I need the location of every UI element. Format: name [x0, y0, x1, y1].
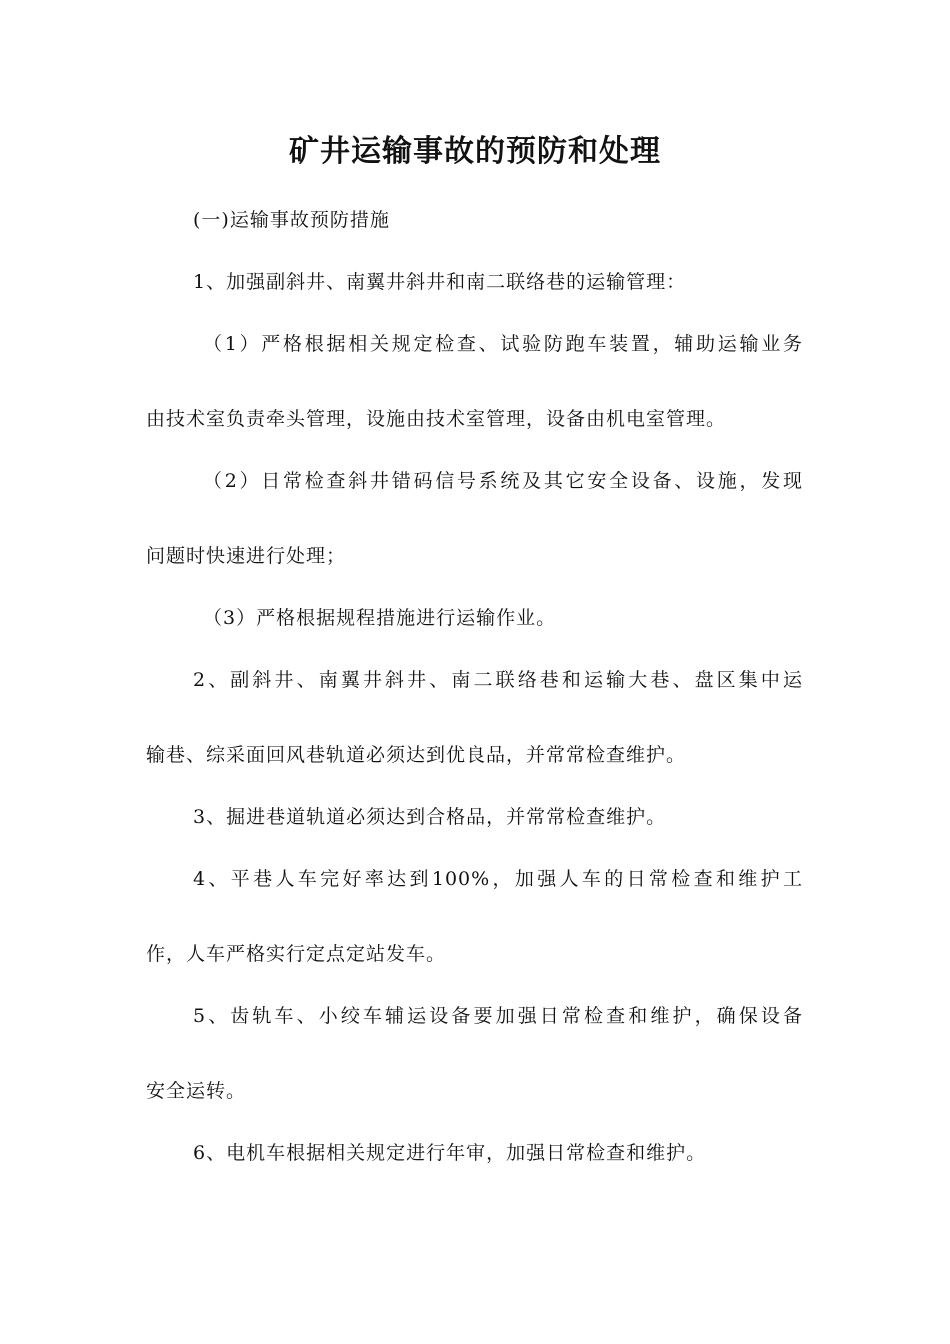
paragraph-line: 3、掘进巷道轨道必须达到合格品，并常常检查维护。	[193, 806, 667, 828]
paragraph-line: 4、平巷人车完好率达到100%，加强人车的日常检查和维护工	[193, 868, 803, 890]
paragraph-line: 5、齿轨车、小绞车辅运设备要加强日常检查和维护，确保设备	[193, 1005, 803, 1027]
paragraph-line: 问题时快速进行处理；	[146, 545, 347, 567]
section-heading: (一)运输事故预防措施	[193, 209, 390, 231]
paragraph-line: 作，人车严格实行定点定站发车。	[146, 943, 447, 965]
paragraph-line: （3）严格根据规程措施进行运输作业。	[203, 607, 557, 629]
paragraph-line: 由技术室负责牵头管理，设施由技术室管理，设备由机电室管理。	[146, 408, 727, 430]
paragraph-line: 输巷、综采面回风巷轨道必须达到优良品，并常常检查维护。	[146, 744, 687, 766]
paragraph-line: （2）日常检查斜井错码信号系统及其它安全设备、设施，发现	[203, 470, 803, 492]
paragraph-line: 安全运转。	[146, 1080, 247, 1102]
document-title: 矿井运输事故的预防和处理	[289, 134, 661, 169]
paragraph-line: 1、加强副斜井、南翼井斜井和南二联络巷的运输管理：	[193, 271, 687, 293]
paragraph-line: 6、电机车根据相关规定进行年审，加强日常检查和维护。	[193, 1142, 707, 1164]
paragraph-line: （1）严格根据相关规定检查、试验防跑车装置，辅助运输业务	[203, 333, 803, 355]
paragraph-line: 2、副斜井、南翼井斜井、南二联络巷和运输大巷、盘区集中运	[193, 669, 803, 691]
